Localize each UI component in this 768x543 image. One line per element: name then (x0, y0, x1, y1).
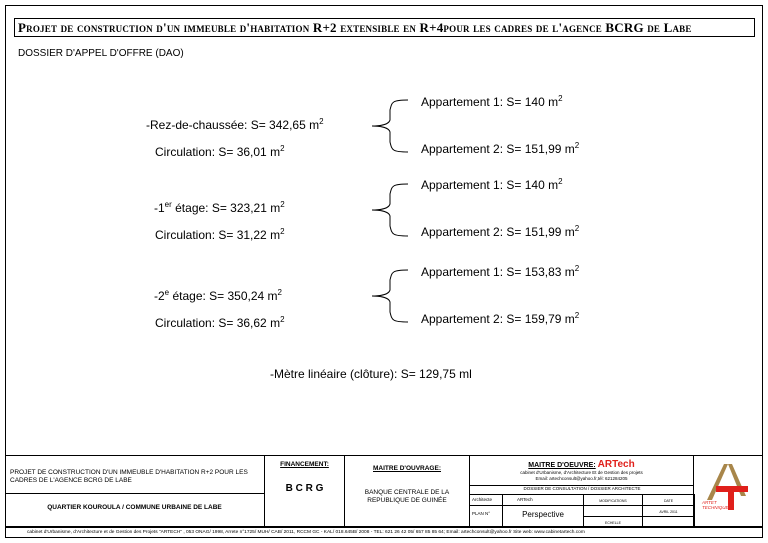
floor-2-apt1: Appartement 1: S= 153,83 $m^2$ (421, 264, 580, 279)
page-title: Projet de construction d'un immeuble d'habitation R+2 extensible en R+4pour les cadres de l'agence BCRG de Labe (14, 18, 755, 37)
tb-logo-text: ARTET TECHNIQUE (702, 500, 729, 510)
floor-1-label: -1er étage: S= 323,21 $m^2$ (154, 200, 285, 215)
tb-maitre-oeuvre-contact: Email: artechconsult@yahoo.fr,tél: 621284205 (535, 476, 628, 481)
document-subtitle: DOSSIER D'APPEL D'OFFRE (DAO) (18, 48, 184, 59)
floor-2-apt2: Appartement 2: S= 159,79 $m^2$ (421, 311, 580, 326)
tb-maitre-oeuvre-desc: cabinet d'Urbanisme, d'Architecture Et de Gestion des projets (520, 470, 643, 475)
floor-1-apt2: Appartement 2: S= 151,99 $m^2$ (421, 224, 580, 239)
tb-project: PROJET DE CONSTRUCTION D'UN IMMEUBLE D'HABITATION R+2 POUR LES CADRES DE L'AGENCE BCRG DE LABE (5, 456, 265, 494)
tb-maitre-oeuvre-label: MAITRE D'OEUVRE: (528, 462, 596, 469)
tb-plan-value: Perspective (502, 505, 584, 527)
tb-architecte-value: ARTech (502, 494, 584, 506)
floor-rdc-apt1: Appartement 1: S= 140 $m^2$ (421, 94, 563, 109)
floor-2-circulation: Circulation: S= 36,62 $m^2$ (155, 315, 285, 330)
floor-2-label: -2e étage: S= 350,24 $m^2$ (154, 288, 282, 303)
metre-lineaire: -Mètre linéaire (clôture): S= 129,75 ml (270, 367, 472, 381)
brace-floor-2 (370, 266, 410, 326)
floor-1-apt1: Appartement 1: S= 140 $m^2$ (421, 177, 563, 192)
floor-rdc-circulation: Circulation: S= 36,01 $m^2$ (155, 144, 285, 159)
tb-maitre-ouvrage-value: BANQUE CENTRALE DE LA REPUBLIQUE DE GUINÉE (364, 489, 450, 504)
tb-dossier: DOSSIER DE CONSULTATION / DOSSIER ARCHITECTE (469, 485, 694, 495)
tb-date: DATE (642, 494, 695, 506)
tb-brand: ARTech (597, 459, 635, 470)
tb-financement-label: FINANCEMENT: (280, 461, 329, 468)
tb-footer: cabinet d'Urbanisme, d'Architecture et de Gestion des Projets "ARTECH" , 053 ONAG/ 1998, Arrete n°1725/ MUH/ CAB/ 2011, RCCM GC - KAL/ 018.645B/ 2008 - TEL: 621 26 42 05/ 657 85 85 64; Email: artechconsult@yahoo.fr Site web: www.cabinetartech.com (5, 527, 763, 539)
tb-date-value: AVRIL 2011 (642, 505, 695, 517)
floor-1-circulation: Circulation: S= 31,22 $m^2$ (155, 227, 285, 242)
tb-location: QUARTIER KOUROULA / COMMUNE URBAINE DE LABE (5, 494, 265, 527)
tb-maitre-ouvrage-label: MAITRE D'OUVRAGE: (373, 465, 441, 472)
tb-modifications: MODIFICATIONS (583, 494, 643, 506)
tb-financement-value: B C R G (285, 483, 324, 494)
floor-rdc-apt2: Appartement 2: S= 151,99 $m^2$ (421, 141, 580, 156)
tb-architecte-label: Architecte (469, 494, 503, 506)
tb-plan-label: PLAN N° (469, 505, 503, 527)
brace-rdc (370, 96, 410, 156)
tb-logo (694, 456, 763, 527)
tb-echelle: ECHELLE (583, 516, 643, 527)
brace-floor-1 (370, 180, 410, 240)
tb-echelle-blank (642, 516, 695, 527)
title-block (5, 455, 763, 538)
floor-rdc-label: -Rez-de-chaussée: S= 342,65 $m^2$ (146, 117, 324, 132)
tb-maitre-oeuvre (470, 456, 694, 527)
tb-financement (265, 456, 345, 527)
tb-maitre-ouvrage (345, 456, 470, 527)
